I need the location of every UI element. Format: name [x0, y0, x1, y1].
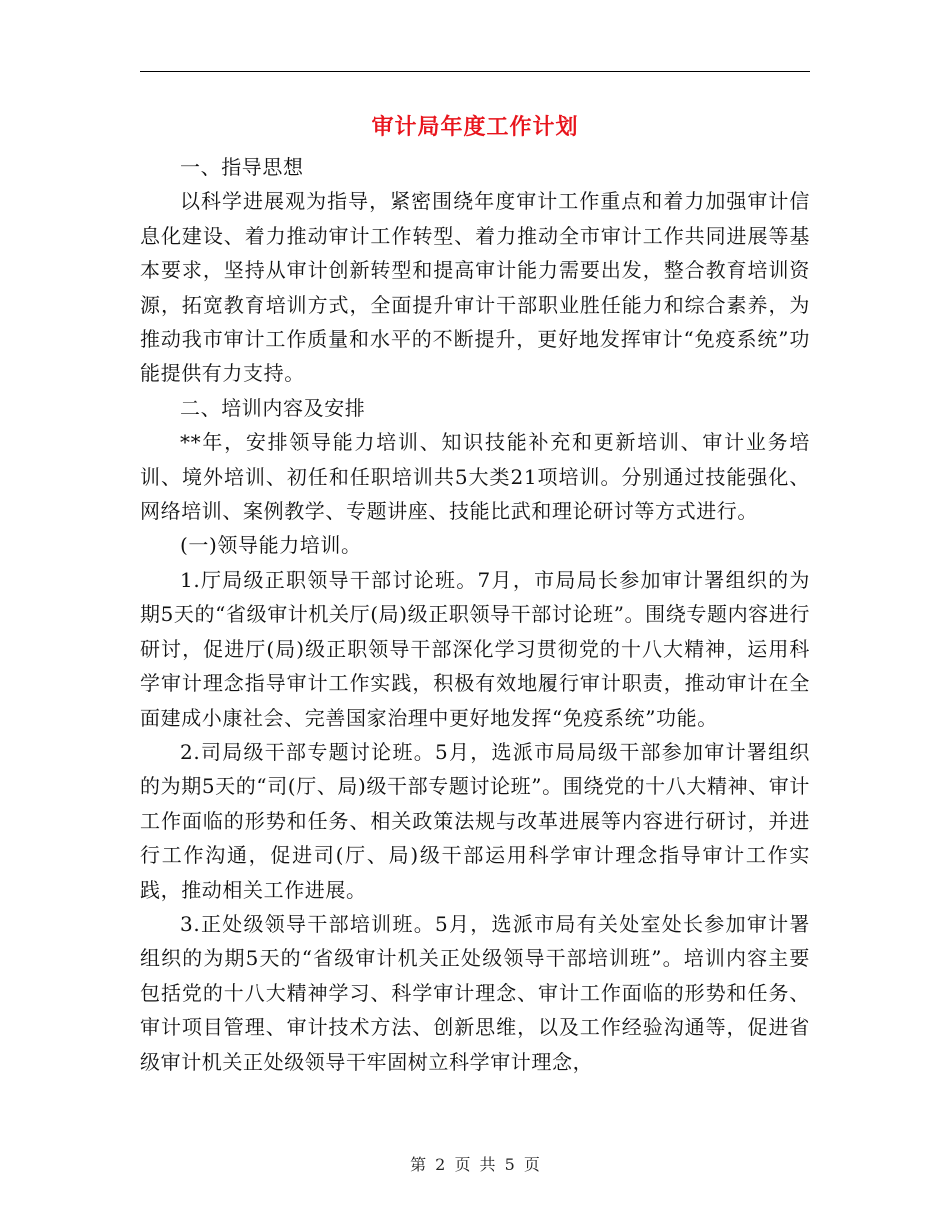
section-heading-guiding-ideology: 一、指导思想 — [180, 155, 304, 179]
paragraph-item-3: 3.正处级领导干部培训班。5月，选派市局有关处室处长参加审计署组织的为期5天的“省级审计机关正处级领导干部培训班”。培训内容主要包括党的十八大精神学习、科学审计理念、审计工作面临的形势和任务、审计项目管理、审计技术方法、创新思维，以及工作经验沟通等，促进省级审计机关正处级领导干牢固树立科学审计理念， — [140, 911, 810, 1074]
page-number-footer: 第 2 页 共 5 页 — [410, 1155, 540, 1174]
subsection-heading-leadership-training: (一)领导能力培训。 — [180, 533, 362, 558]
paragraph-item-1: 1.厅局级正职领导干部讨论班。7月，市局局长参加审计署组织的为期5天的“省级审计机关厅(局)级正职领导干部讨论班”。围绕专题内容进行研讨，促进厅(局)级正职领导干部深化学习贯彻党的十八大精神，运用科学审计理念指导审计工作实践，积极有效地履行审计职责，推动审计在全面建成小康社会、完善国家治理中更好地发挥“免疫系统”功能。 — [140, 567, 810, 730]
paragraph-guiding-ideology: 以科学进展观为指导，紧密围绕年度审计工作重点和着力加强审计信息化建设、着力推动审计工作转型、着力推动全市审计工作共同进展等基本要求，坚持从审计创新转型和提高审计能力需要出发，整合教育培训资源，拓宽教育培训方式，全面提升审计干部职业胜任能力和综合素养，为推动我市审计工作质量和水平的不断提升，更好地发挥审计“免疫系统”功能提供有力支持。 — [140, 189, 810, 386]
section-heading-training-content: 二、培训内容及安排 — [180, 395, 366, 420]
paragraph-training-overview: **年，安排领导能力培训、知识技能补充和更新培训、审计业务培训、境外培训、初任和任职培训共5大类21项培训。分别通过技能强化、网络培训、案例教学、专题讲座、技能比武和理论研讨等方式进行。 — [140, 430, 810, 524]
paragraph-item-2: 2.司局级干部专题讨论班。5月，选派市局局级干部参加审计署组织的为期5天的“司(厅、局)级干部专题讨论班”。围绕党的十八大精神、审计工作面临的形势和任务、相关政策法规与改革进展等内容进行研讨，并进行工作沟通，促进司(厅、局)级干部运用科学审计理念指导审计工作实践，推动相关工作进展。 — [140, 739, 810, 902]
document-body — [140, 150, 810, 1079]
header-rule — [140, 71, 810, 72]
document-title: 审计局年度工作计划 — [371, 114, 579, 140]
